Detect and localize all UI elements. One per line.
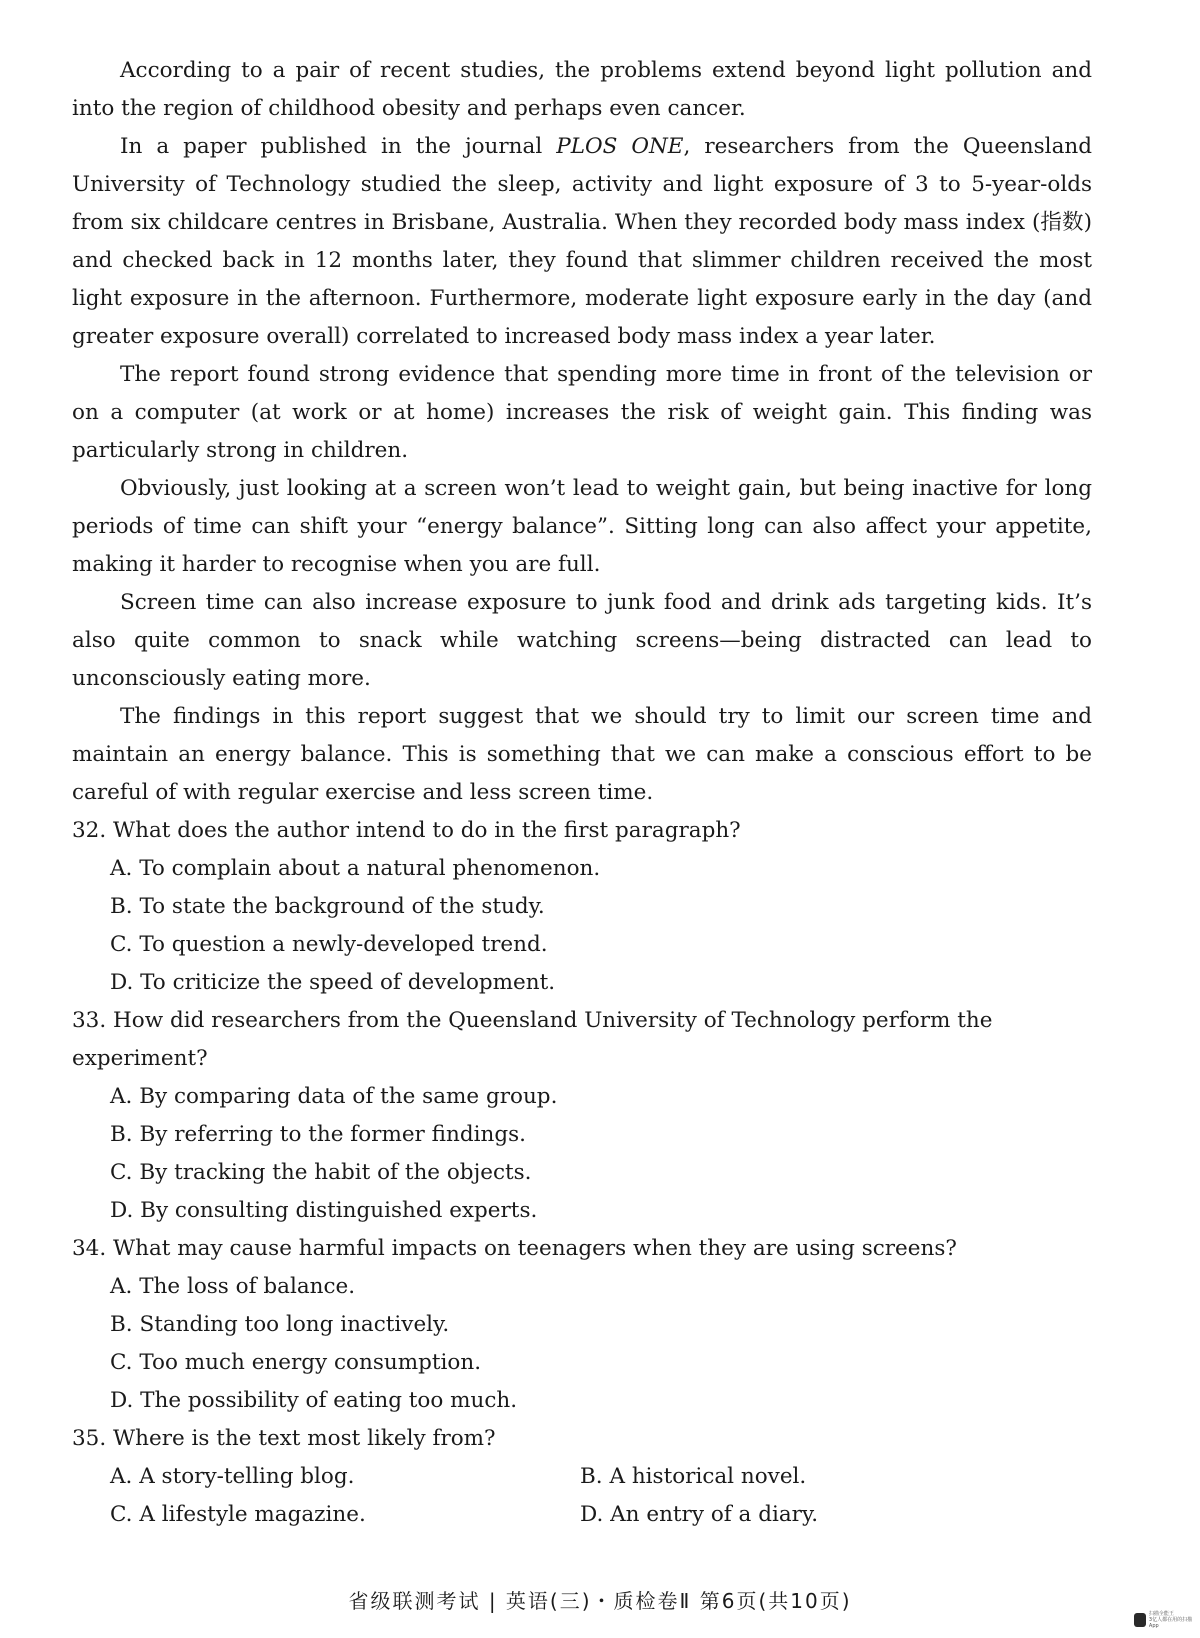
option-c: C. Too much energy consumption. [110, 1350, 482, 1375]
option-row [110, 1496, 1092, 1534]
page-footer: 省级联测考试 | 英语(三)・质检卷Ⅱ 第6页(共10页) [348, 1589, 852, 1613]
watermark-text [1149, 1611, 1194, 1629]
passage-paragraph-1: According to a pair of recent studies, the problems extend beyond light pollution and into the region of childhood obesity and perhaps even cancer. [72, 58, 1092, 121]
option-b: B. To state the background of the study. [110, 894, 545, 919]
option-b: B. Standing too long inactively. [110, 1312, 450, 1337]
passage-paragraph-3: The report found strong evidence that spending more time in front of the television or on a computer (at work or at home) increases the risk of weight gain. This finding was particularly strong in children. [72, 362, 1092, 463]
question-stem: 34. What may cause harmful impacts on teenagers when they are using screens? [72, 1236, 957, 1261]
exam-page [72, 52, 1092, 1534]
option-b: B. By referring to the former findings. [110, 1122, 526, 1147]
question-stem: 33. How did researchers from the Queensland University of Technology perform the experiment? [72, 1008, 993, 1071]
option-d: D. An entry of a diary. [580, 1502, 819, 1527]
journal-name: PLOS ONE [556, 134, 684, 159]
option-d: D. To criticize the speed of development. [110, 970, 556, 995]
passage-paragraph-5: Screen time can also increase exposure to junk food and drink ads targeting kids. It’s also quite common to snack while watching screens—being distracted can lead to unconsciously eating more. [72, 590, 1092, 691]
watermark-line-1: 扫描全能王 [1148, 1611, 1174, 1617]
question-32 [72, 812, 1092, 1002]
question-35 [72, 1420, 1092, 1534]
option-c: C. To question a newly-developed trend. [110, 932, 548, 957]
passage-paragraph-4: Obviously, just looking at a screen won’t lead to weight gain, but being inactive for long periods of time can shift your “energy balance”. Sitting long can also affect your appetite, making it harder to recognise when you are full. [72, 476, 1092, 577]
question-33 [72, 1002, 1092, 1230]
option-d: D. By consulting distinguished experts. [110, 1198, 538, 1223]
passage-paragraph-6: The findings in this report suggest that we should try to limit our screen time and maintain an energy balance. This is something that we can make a conscious effort to be careful of with regular exercise and less screen time. [72, 704, 1092, 805]
option-a: A. To complain about a natural phenomenon. [110, 856, 601, 881]
passage-paragraph-2: In a paper published in the journal PLOS ONE, researchers from the Queensland University of Technology studied the sleep, activity and light exposure of 3 to 5-year-olds from six childcare centres in Brisbane, Australia. When they recorded body mass index (指数) and checked back in 12 months later, they found that slimmer children received the most light exposure in the afternoon. Furthermore, moderate light exposure early in the day (and greater exposure overall) correlated to increased body mass index a year later. [72, 134, 1092, 349]
option-c: C. A lifestyle magazine. [110, 1502, 366, 1527]
watermark-line-2: 3亿人都在用的扫描App [1148, 1617, 1193, 1629]
option-row [110, 1458, 1092, 1496]
option-a: A. The loss of balance. [110, 1274, 356, 1299]
option-d: D. The possibility of eating too much. [110, 1388, 518, 1413]
scanner-logo-icon [1134, 1613, 1146, 1627]
question-stem: 35. Where is the text most likely from? [72, 1426, 496, 1451]
scanner-watermark [1134, 1606, 1194, 1634]
question-34 [72, 1230, 1092, 1420]
option-a: A. A story-telling blog. [110, 1464, 355, 1489]
reading-passage [72, 52, 1092, 812]
option-a: A. By comparing data of the same group. [110, 1084, 558, 1109]
option-c: C. By tracking the habit of the objects. [110, 1160, 532, 1185]
option-b: B. A historical novel. [580, 1464, 807, 1489]
question-stem: 32. What does the author intend to do in the first paragraph? [72, 818, 741, 843]
